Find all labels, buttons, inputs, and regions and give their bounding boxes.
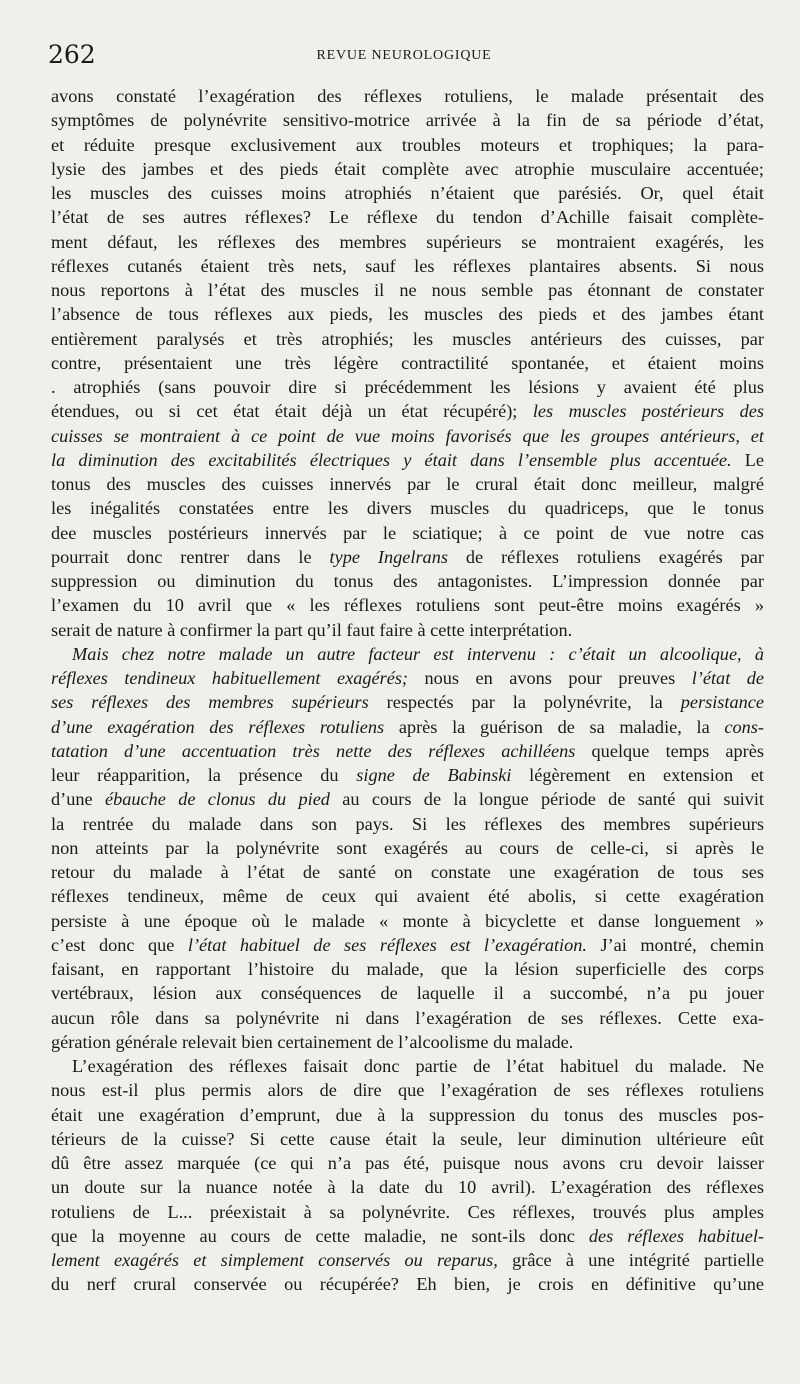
text-line bbox=[51, 496, 764, 520]
text-run: rotuliens de L... préexistait à sa polynévrite. Ces réflexes, trouvés plus amples bbox=[51, 1201, 764, 1222]
text-run: c’est donc que bbox=[51, 934, 188, 955]
text-run: nous en avons pour preuves bbox=[408, 668, 692, 688]
text-run: J’ai montré, chemin bbox=[587, 934, 764, 955]
italic-text-run: lement exagérés et simplement conservés ou reparus, bbox=[51, 1250, 498, 1270]
text-run: étendues, ou si cet état était déjà un état récupéré); bbox=[51, 401, 533, 422]
text-run: serait de nature à confirmer la part qu’il faut faire à cette interprétation. bbox=[51, 619, 573, 640]
text-line bbox=[51, 836, 764, 860]
text-run: l’absence de tous réflexes aux pieds, les muscles des pieds et des jambes étant bbox=[51, 304, 764, 325]
text-run: L’exagération des réflexes faisait donc partie de l’état habituel du malade. Ne bbox=[72, 1056, 764, 1076]
text-line bbox=[51, 1175, 764, 1199]
text-run: lysie des jambes et des pieds était complète avec atrophie musculaire accentuée; bbox=[51, 158, 764, 179]
text-run: aucun rôle dans sa polynévrite ni dans l’exagération de ses réflexes. Cette exa- bbox=[51, 1007, 764, 1028]
text-line bbox=[51, 1272, 764, 1296]
text-line bbox=[51, 812, 764, 836]
text-run: réflexes cutanés étaient très nets, sauf les réflexes plantaires absents. Si nous bbox=[51, 255, 764, 276]
italic-text-run: signe de Babinski bbox=[356, 765, 512, 785]
text-run: de réflexes rotuliens exagérés par bbox=[447, 546, 764, 567]
text-run: contre, présentaient une très légère contractilité spontanée, et étaient moins bbox=[51, 352, 764, 373]
italic-text-run: d’une exagération des réflexes rotuliens bbox=[51, 716, 385, 737]
text-line bbox=[51, 860, 764, 884]
text-line bbox=[51, 1030, 764, 1054]
text-line bbox=[51, 472, 764, 496]
text-line bbox=[51, 424, 764, 448]
text-line bbox=[51, 375, 764, 399]
running-title: REVUE NEUROLOGIQUE bbox=[316, 48, 492, 63]
text-line bbox=[51, 399, 764, 423]
text-run: retour du malade à l’état de santé on constate une exagération de tous ses bbox=[51, 862, 764, 882]
text-run: un doute sur la nuance notée à la date du 10 avril). L’exagération des réflexes bbox=[51, 1177, 764, 1198]
text-line bbox=[51, 981, 764, 1005]
text-line bbox=[51, 618, 764, 642]
text-run: l’examen du 10 avril que « les réflexes rotuliens sont peut-être moins exagérés » bbox=[51, 595, 764, 616]
text-run: avons constaté l’exagération des réflexes rotuliens, le malade présentait des bbox=[51, 86, 764, 106]
text-line bbox=[51, 884, 764, 908]
text-run: les muscles des cuisses moins atrophiés n’étaient que parésiés. Or, quel était bbox=[51, 183, 764, 203]
text-run: nous est-il plus permis alors de dire que l’exagération de ses réflexes rotuliens bbox=[51, 1080, 764, 1101]
text-run: après la guérison de sa maladie, la bbox=[384, 716, 725, 737]
text-line bbox=[51, 1078, 764, 1102]
text-line bbox=[51, 957, 764, 981]
text-run: faisant, en rapportant l’histoire du malade, que la lésion superficielle des corps bbox=[51, 959, 764, 979]
text-run: leur réapparition, la présence du bbox=[51, 765, 357, 785]
text-line bbox=[51, 763, 764, 787]
text-line bbox=[51, 545, 764, 569]
text-line bbox=[51, 593, 764, 617]
italic-text-run: Mais chez notre malade un autre facteur est intervenu : c’était un alcoolique, à bbox=[72, 643, 764, 664]
text-line bbox=[51, 133, 764, 157]
text-run: persiste à une époque où le malade « monte à bicyclette et danse longuement » bbox=[51, 910, 764, 931]
text-line bbox=[51, 1054, 764, 1078]
text-line bbox=[51, 1224, 764, 1248]
text-line bbox=[51, 690, 764, 714]
text-line bbox=[51, 715, 764, 739]
italic-text-run: les muscles postérieurs des bbox=[532, 401, 764, 422]
text-run: du nerf crural conservée ou récupérée? Eh bien, je crois en définitive qu’une bbox=[51, 1274, 764, 1295]
text-line bbox=[51, 205, 764, 229]
page-number: 262 bbox=[48, 40, 96, 69]
text-line bbox=[51, 84, 764, 108]
text-line bbox=[51, 739, 764, 763]
text-line bbox=[51, 254, 764, 278]
text-line bbox=[51, 157, 764, 181]
body-text bbox=[51, 84, 764, 1297]
italic-text-run: ses réflexes des membres supérieurs bbox=[51, 692, 369, 713]
text-run: pourrait donc rentrer dans le bbox=[51, 546, 330, 567]
text-run: dû être assez marquée (ce qui n’a pas été, puisque nous avons cru devoir laisser bbox=[51, 1153, 764, 1173]
text-line bbox=[51, 933, 764, 957]
text-run: réflexes tendineux, même de ceux qui avaient été abolis, si cette exagération bbox=[51, 886, 764, 907]
text-line bbox=[51, 351, 764, 375]
text-run: térieurs de la cuisse? Si cette cause était la seule, leur diminution ultérieure eût bbox=[51, 1128, 764, 1149]
italic-text-run: cuisses se montraient à ce point de vue moins favorisés que les groupes antérieurs, et bbox=[51, 425, 764, 446]
text-run: légèrement en extension et bbox=[511, 765, 764, 785]
italic-text-run: l’état habituel de ses réflexes est l’exagération. bbox=[187, 934, 587, 955]
italic-text-run: la diminution des excitabilités électriques y était dans l’ensemble plus accentuée. bbox=[51, 449, 732, 470]
text-line bbox=[51, 666, 764, 690]
text-line bbox=[51, 181, 764, 205]
text-run: nous reportons à l’état des muscles il ne nous semble pas étonnant de constater bbox=[51, 280, 764, 300]
text-run: respectés par la polynévrite, la bbox=[368, 692, 681, 713]
text-run: non atteints par la polynévrite sont exagérés au cours de celle-ci, si après le bbox=[51, 837, 764, 858]
text-line bbox=[51, 787, 764, 811]
text-run: la rentrée du malade dans son pays. Si les réflexes des membres supérieurs bbox=[51, 813, 764, 834]
text-run: Le bbox=[731, 449, 764, 470]
text-line bbox=[51, 327, 764, 351]
text-line bbox=[51, 1248, 764, 1272]
italic-text-run: persistance bbox=[680, 692, 764, 713]
text-run: gération générale relevait bien certainement de l’alcoolisme du malade. bbox=[51, 1031, 574, 1052]
text-run: les inégalités constatées entre les divers muscles du quadriceps, que le tonus bbox=[51, 498, 764, 519]
text-run: au cours de la longue période de santé qui suivit bbox=[329, 789, 764, 810]
text-run: et réduite presque exclusivement aux troubles moteurs et trophiques; la para- bbox=[51, 134, 764, 155]
italic-text-run: réflexes tendineux habituellement exagérés; bbox=[51, 668, 409, 688]
text-line bbox=[51, 108, 764, 132]
text-run: entièrement paralysés et très atrophiés; les muscles antérieurs des cuisses, par bbox=[51, 328, 764, 349]
text-line bbox=[51, 1151, 764, 1175]
text-line bbox=[51, 1103, 764, 1127]
text-run: était une exagération d’emprunt, due à la suppression du tonus des muscles pos- bbox=[51, 1104, 764, 1125]
text-line bbox=[51, 1200, 764, 1224]
text-line bbox=[51, 1127, 764, 1151]
page-header bbox=[48, 40, 760, 74]
text-run: vertébraux, lésion aux conséquences de laquelle il a succombé, n’a pu jouer bbox=[51, 983, 764, 1004]
text-line bbox=[51, 448, 764, 472]
italic-text-run: l’état de bbox=[691, 668, 764, 688]
text-run: ment défaut, les réflexes des membres supérieurs se montraient exagérés, les bbox=[51, 231, 764, 252]
text-run: que la moyenne au cours de cette maladie, ne sont-ils donc bbox=[51, 1225, 589, 1246]
text-run: d’une bbox=[51, 789, 105, 810]
text-line bbox=[51, 278, 764, 302]
text-run: tonus des muscles des cuisses innervés par le crural était donc meilleur, malgré bbox=[51, 474, 764, 494]
text-run: l’état de ses autres réflexes? Le réflexe du tendon d’Achille faisait complète- bbox=[51, 207, 764, 228]
text-line bbox=[51, 521, 764, 545]
text-run: suppression ou diminution du tonus des antagonistes. L’impression donnée par bbox=[51, 571, 764, 591]
italic-text-run: tatation d’une accentuation très nette des réflexes achilléens bbox=[51, 740, 576, 761]
text-run: grâce à une intégrité partielle bbox=[497, 1250, 764, 1270]
text-run: quelque temps après bbox=[575, 740, 764, 761]
text-line bbox=[51, 569, 764, 593]
text-line bbox=[51, 909, 764, 933]
text-line bbox=[51, 302, 764, 326]
italic-text-run: ébauche de clonus du pied bbox=[104, 789, 330, 810]
text-line bbox=[51, 642, 764, 666]
text-line bbox=[51, 1006, 764, 1030]
text-run: dee muscles postérieurs innervés par le sciatique; à ce point de vue notre cas bbox=[51, 522, 764, 543]
text-run: symptômes de polynévrite sensitivo-motrice arrivée à la fin de sa période d’état, bbox=[51, 110, 764, 131]
text-run: . atrophiés (sans pouvoir dire si précédemment les lésions y avaient été plus bbox=[51, 377, 764, 397]
italic-text-run: type Ingelrans bbox=[329, 546, 448, 567]
italic-text-run: des réflexes habituel- bbox=[588, 1225, 764, 1246]
italic-text-run: cons- bbox=[724, 716, 764, 737]
text-line bbox=[51, 230, 764, 254]
